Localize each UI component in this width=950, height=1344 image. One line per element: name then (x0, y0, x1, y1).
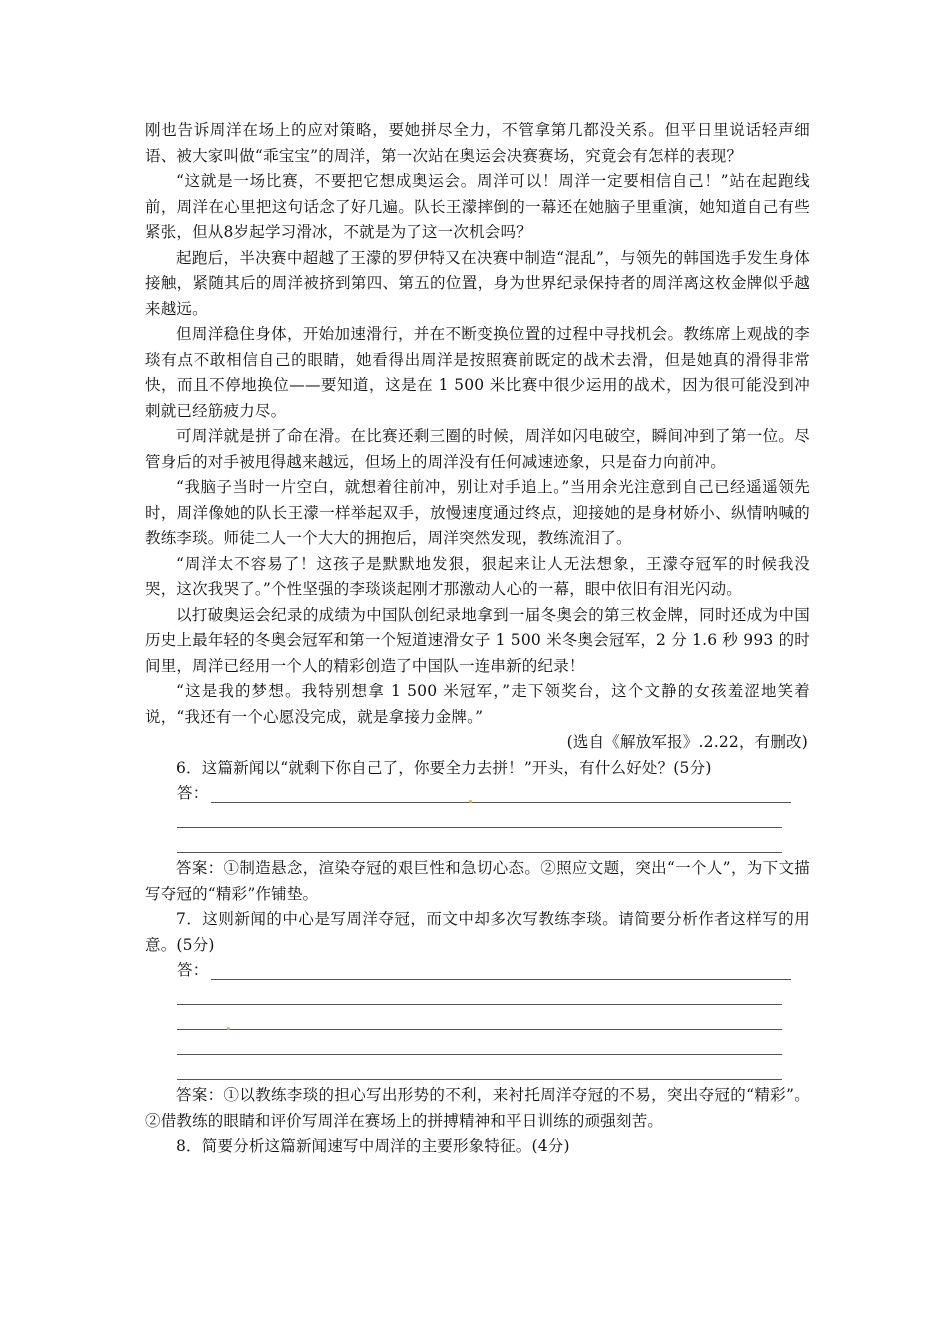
answer-blank-row[interactable] (145, 831, 810, 856)
answer-blank-row[interactable] (145, 1033, 810, 1058)
decorative-dot (227, 1027, 230, 1030)
article-paragraph-9: “这是我的梦想。我特别想拿 1 500 米冠军，”走下领奖台，这个文静的女孩羞涩地笑着说，“我还有一个心愿没完成，就是拿接力金牌。” (145, 682, 810, 726)
article-paragraph-1: 刚也告诉周洋在场上的应对策略，要她拼尽全力，不管拿第几都没关系。但平日里说话轻声细语、被大家叫做“乖宝宝”的周洋，第一次站在奥运会决赛赛场，究竟会有怎样的表现？ (145, 121, 810, 165)
answer-area-6[interactable] (145, 781, 810, 806)
article-paragraph-6: “我脑子当时一片空白，就想着往前冲，别让对手追上。”当用余光注意到自己已经遥遥领先时，周洋像她的队长王濛一样举起双手，放慢速度通过终点，迎接她的是身材娇小、纵情呐喊的教练李琰。师徒二人一个大大的拥抱后，周洋突然发现，教练流泪了。 (145, 478, 810, 547)
answer-blank-row[interactable] (145, 983, 810, 1008)
answer-area-7[interactable] (145, 958, 810, 983)
answer-7: 答案：①以教练李琰的担心写出形势的不利，来衬托周洋夺冠的不易，突出夺冠的“精彩”。②借教练的眼睛和评价写周洋在赛场上的拼搏精神和平日训练的顽强刻苦。 (145, 1086, 810, 1130)
answer-line (211, 979, 791, 980)
answer-line (177, 1079, 782, 1080)
answer-line (177, 1004, 782, 1005)
decorative-dot (469, 800, 472, 803)
article-source: (选自《解放军报》.2.22，有删改) (566, 733, 808, 751)
answer-line (211, 802, 791, 803)
answer-6: 答案：①制造悬念，渲染夺冠的艰巨性和急切心态。②照应文题，突出“一个人”，为下文描写夺冠的“精彩”作铺垫。 (145, 859, 810, 903)
article-paragraph-2: “这就是一场比赛，不要把它想成奥运会。周洋可以！周洋一定要相信自己！”站在起跑线前，周洋在心里把这句话念了好几遍。队长王濛摔倒的一幕还在她脑子里重演，她知道自己有些紧张，但从8岁起学习滑冰，不就是为了这一次机会吗？ (145, 172, 810, 241)
answer-line (177, 852, 782, 853)
article-paragraph-3: 起跑后，半决赛中超越了王濛的罗伊特又在决赛中制造“混乱”，与领先的韩国选手发生身体接触，紧随其后的周洋被挤到第四、第五的位置，身为世界纪录保持者的周洋离这枚金牌似乎越来越远。 (145, 248, 810, 318)
article-body (145, 118, 810, 1160)
answer-label-6: 答： (177, 784, 209, 802)
article-paragraph-5: 可周洋就是拼了命在滑。在比赛还剩三圈的时候，周洋如闪电破空，瞬间冲到了第一位。尽管身后的对手被甩得越来越远，但场上的周洋没有任何减速迹象，只是奋力向前冲。 (145, 427, 810, 471)
question-8: 8．简要分析这篇新闻速写中周洋的主要形象特征。(4分) (176, 1137, 570, 1155)
article-paragraph-4: 但周洋稳住身体，开始加速滑行，并在不断变换位置的过程中寻找机会。教练席上观战的李琰有点不敢相信自己的眼睛，她看得出周洋是按照赛前既定的战术去滑，但是她真的滑得非常快，而且不停地换位——要知道，这是在 1 500 米比赛中很少运用的战术，因为很可能没到冲刺就已经筋疲力尽。 (145, 325, 810, 420)
answer-line (177, 1054, 782, 1055)
answer-blank-row[interactable] (145, 806, 810, 831)
question-7: 7．这则新闻的中心是写周洋夺冠，而文中却多次写教练李琰。请简要分析作者这样写的用意。(5分) (145, 910, 810, 954)
answer-line (177, 827, 782, 828)
answer-blank-row[interactable] (145, 1058, 810, 1083)
answer-label-7: 答： (177, 961, 209, 979)
question-6: 6．这篇新闻以“就剩下你自己了，你要全力去拼！”开头，有什么好处？(5分) (176, 758, 712, 777)
answer-blank-row[interactable] (145, 1008, 810, 1033)
article-paragraph-8: 以打破奥运会纪录的成绩为中国队创纪录地拿到一届冬奥会的第三枚金牌，同时还成为中国历史上最年轻的冬奥会冠军和第一个短道速滑女子 1 500 米冬奥会冠军，2 分 1.6 秒 993 的时间里，周洋已经用一个人的精彩创造了中国队一连串新的纪录！ (145, 605, 810, 675)
answer-line (177, 1029, 782, 1030)
article-paragraph-7: “周洋太不容易了！这孩子是默默地发狠，狠起来让人无法想象，王濛夺冠军的时候我没哭，这次我哭了。”个性坚强的李琰谈起刚才那激动人心的一幕，眼中依旧有泪光闪动。 (145, 554, 810, 598)
